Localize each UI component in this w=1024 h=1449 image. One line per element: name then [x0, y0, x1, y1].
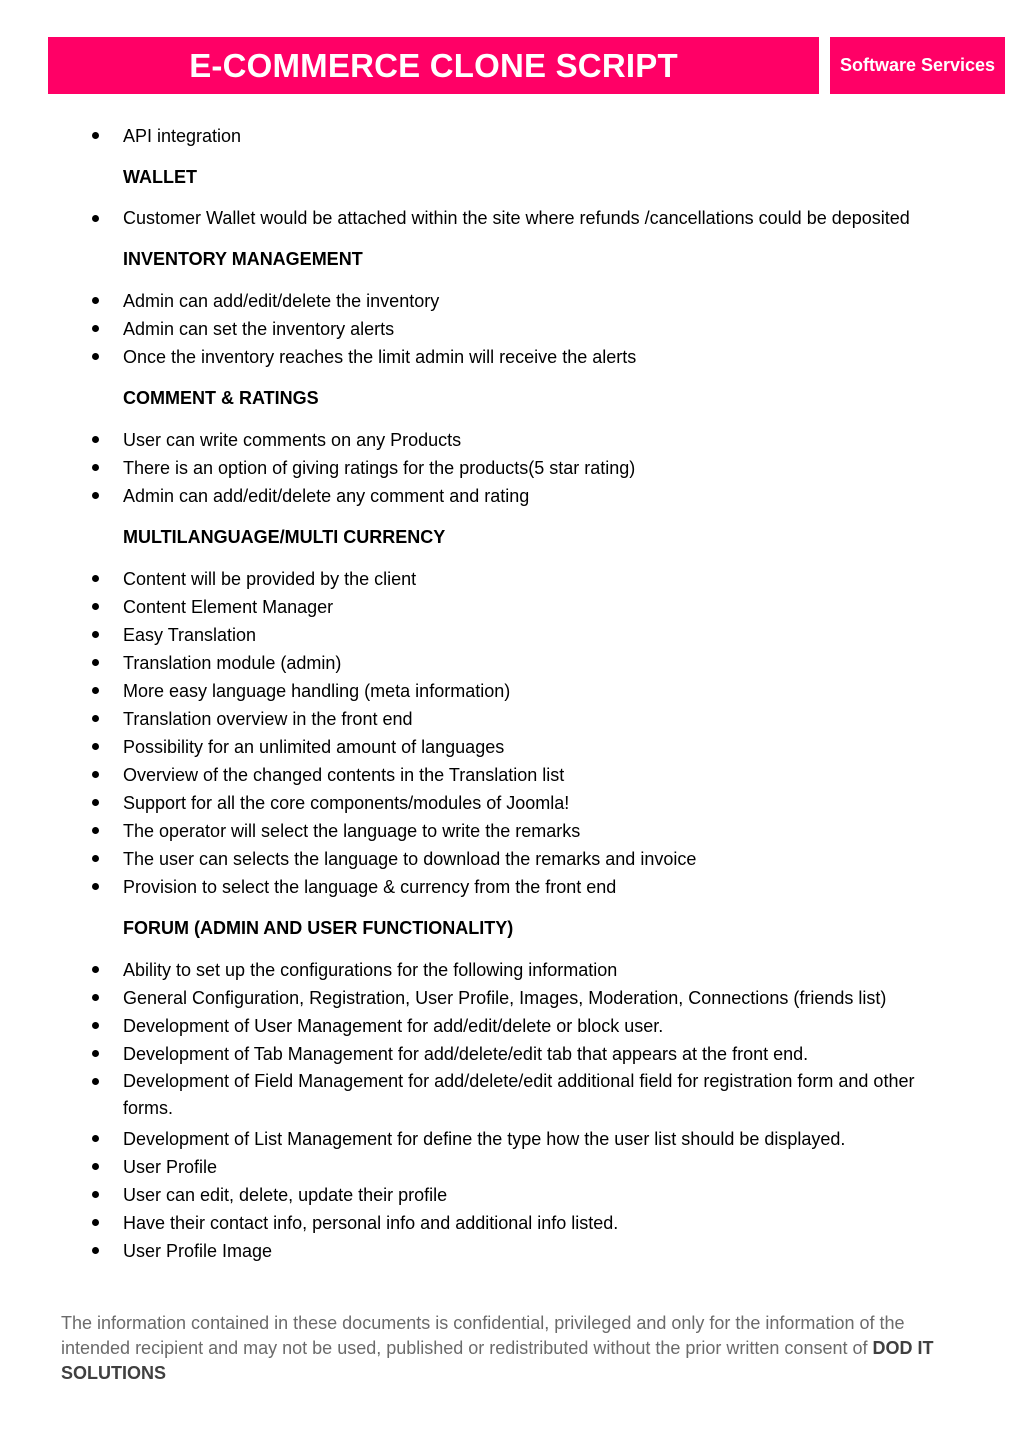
section-heading: FORUM (ADMIN AND USER FUNCTIONALITY): [123, 918, 514, 938]
section-list: [0, 956, 1024, 1265]
list-item: Content will be provided by the client: [0, 565, 1024, 593]
bullet-icon: [92, 883, 99, 890]
bullet-icon: [92, 492, 99, 499]
bullet-icon: [92, 1191, 99, 1198]
bullet-icon: [92, 799, 99, 806]
bullet-icon: [92, 1022, 99, 1029]
section-multilanguage: [0, 523, 1024, 901]
section-heading: MULTILANGUAGE/MULTI CURRENCY: [123, 527, 446, 547]
bullet-icon: [92, 1050, 99, 1057]
section-list: [0, 426, 1024, 510]
section-inventory-management: [0, 245, 1024, 371]
list-item: Admin can add/edit/delete any comment and rating: [0, 482, 1024, 510]
confidentiality-notice: [61, 1311, 961, 1386]
bullet-icon: [92, 132, 99, 139]
section-heading: COMMENT & RATINGS: [123, 388, 319, 408]
bullet-icon: [92, 575, 99, 582]
list-item: Admin can add/edit/delete the inventory: [0, 287, 1024, 315]
software-services-badge: [830, 37, 1005, 94]
list-item: User Profile: [0, 1153, 1024, 1181]
bullet-icon: [92, 715, 99, 722]
list-item: Provision to select the language & currency from the front end: [0, 873, 1024, 901]
bullet-icon: [92, 855, 99, 862]
bullet-icon: [92, 1219, 99, 1226]
bullet-icon: [92, 1163, 99, 1170]
bullet-icon: [92, 631, 99, 638]
section-heading: INVENTORY MANAGEMENT: [123, 249, 363, 269]
bullet-icon: [92, 659, 99, 666]
list-item: User can edit, delete, update their profile: [0, 1181, 1024, 1209]
list-item: User can write comments on any Products: [0, 426, 1024, 454]
bullet-icon: [92, 325, 99, 332]
list-item: User Profile Image: [0, 1237, 1024, 1265]
list-item: General Configuration, Registration, User Profile, Images, Moderation, Connections (friends list): [0, 984, 1024, 1012]
section-heading: WALLET: [123, 167, 197, 187]
section-list: [0, 565, 1024, 901]
list-item: There is an option of giving ratings for the products(5 star rating): [0, 454, 1024, 482]
list-item: More easy language handling (meta information): [0, 677, 1024, 705]
bullet-icon: [92, 1247, 99, 1254]
bullet-icon: [92, 743, 99, 750]
list-item: Translation module (admin): [0, 649, 1024, 677]
list-item: Development of Tab Management for add/delete/edit tab that appears at the front end.: [0, 1040, 1024, 1068]
list-item: Customer Wallet would be attached within the site where refunds /cancellations could be deposited: [0, 205, 1024, 232]
page-title: E-COMMERCE CLONE SCRIPT: [189, 46, 678, 84]
list-item: Development of Field Management for add/delete/edit additional field for registration form and other forms.: [0, 1068, 1024, 1122]
bullet-icon: [92, 603, 99, 610]
bullet-icon: [92, 1078, 99, 1085]
list-item: Once the inventory reaches the limit admin will receive the alerts: [0, 343, 1024, 371]
list-item: Content Element Manager: [0, 593, 1024, 621]
bullet-icon: [92, 215, 99, 222]
list-item: Support for all the core components/modules of Joomla!: [0, 789, 1024, 817]
intro-list: [0, 122, 1024, 150]
bullet-icon: [92, 436, 99, 443]
bullet-icon: [92, 353, 99, 360]
list-item: Possibility for an unlimited amount of languages: [0, 733, 1024, 761]
document-body: [0, 122, 1024, 1265]
list-item: API integration: [0, 122, 1024, 150]
bullet-icon: [92, 297, 99, 304]
footer-text: The information contained in these documents is confidential, privileged and only for the information of the intended recipient and may not be used, published or redistributed without the prior written consent of: [61, 1313, 905, 1358]
list-item: The user can selects the language to download the remarks and invoice: [0, 845, 1024, 873]
list-item: Ability to set up the configurations for the following information: [0, 956, 1024, 984]
section-list: [0, 287, 1024, 371]
list-item: Translation overview in the front end: [0, 705, 1024, 733]
section-list: [0, 205, 1024, 232]
list-item: The operator will select the language to write the remarks: [0, 817, 1024, 845]
list-item: Development of User Management for add/edit/delete or block user.: [0, 1012, 1024, 1040]
bullet-icon: [92, 771, 99, 778]
list-item: Overview of the changed contents in the Translation list: [0, 761, 1024, 789]
bullet-icon: [92, 464, 99, 471]
section-comment-ratings: [0, 384, 1024, 510]
section-forum: [0, 914, 1024, 1265]
header-title-bar: [48, 37, 819, 94]
bullet-icon: [92, 994, 99, 1001]
list-item: Development of List Management for define the type how the user list should be displayed.: [0, 1125, 1024, 1153]
list-item: Have their contact info, personal info and additional info listed.: [0, 1209, 1024, 1237]
bullet-icon: [92, 687, 99, 694]
list-item: Easy Translation: [0, 621, 1024, 649]
company-name: DOD IT SOLUTIONS: [61, 1338, 934, 1383]
list-item: Admin can set the inventory alerts: [0, 315, 1024, 343]
bullet-icon: [92, 1135, 99, 1142]
section-wallet: [0, 163, 1024, 232]
bullet-icon: [92, 827, 99, 834]
bullet-icon: [92, 966, 99, 973]
badge-label: Software Services: [839, 55, 996, 75]
